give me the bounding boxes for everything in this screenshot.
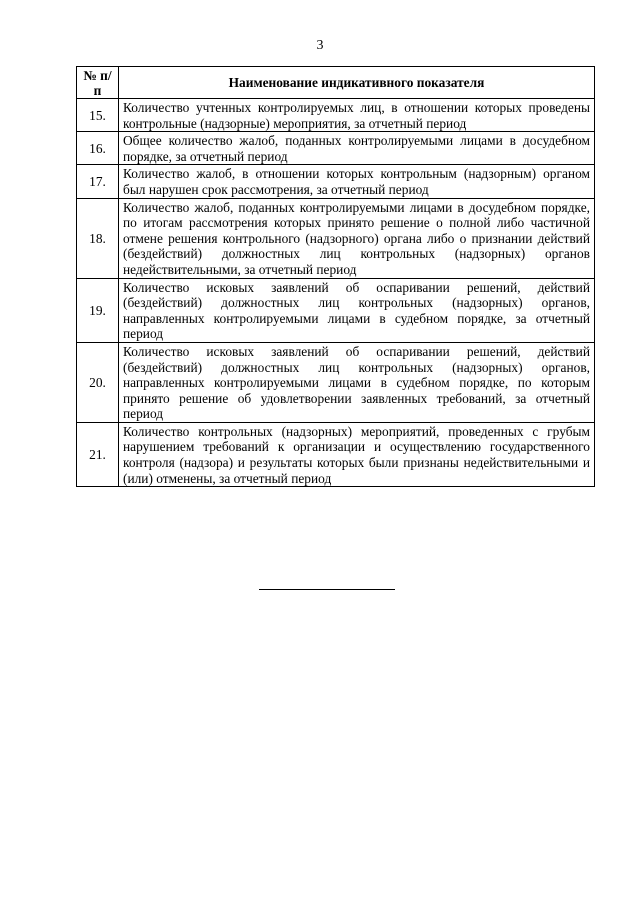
indicators-table [76,66,595,487]
row-indicator-text: Количество исковых заявлений об оспаривании решений, действий (бездействий) должностных лиц контрольных (надзорных) органов, направленных контролируемыми лицами в судебном порядке, по которым принято решение об удовлетворении заявленных требований, за отчетный период [119,342,595,422]
table-row [77,165,595,198]
row-number: 16. [77,132,119,165]
row-number: 18. [77,198,119,278]
row-number: 17. [77,165,119,198]
row-number: 19. [77,278,119,342]
table-row [77,342,595,422]
table-row [77,99,595,132]
row-indicator-text: Количество жалоб, в отношении которых контрольным (надзорным) органом был нарушен срок рассмотрения, за отчетный период [119,165,595,198]
row-indicator-text: Количество учтенных контролируемых лиц, в отношении которых проведены контрольные (надзорные) мероприятия, за отчетный период [119,99,595,132]
header-indicator-name: Наименование индикативного показателя [119,67,595,99]
row-indicator-text: Количество контрольных (надзорных) мероприятий, проведенных с грубым нарушением требований к организации и осуществлению государственного контроля (надзора) и результаты которых были признаны недействительными и (или) отменены, за отчетный период [119,422,595,486]
row-indicator-text: Количество жалоб, поданных контролируемыми лицами в досудебном порядке, по итогам рассмотрения которых принято решение о полной либо частичной отмене решения контрольного (надзорного) органа либо о признании действий (бездействий) должностных лиц контрольных (надзорных) органов недействительными, за отчетный период [119,198,595,278]
header-number: № п/п [77,67,119,99]
table-row [77,132,595,165]
table-header-row [77,67,595,99]
table-row [77,278,595,342]
row-indicator-text: Количество исковых заявлений об оспаривании решений, действий (бездействий) должностных лиц контрольных (надзорных) органов, направленных контролируемыми лицами в судебном порядке, за отчетный период [119,278,595,342]
table-row [77,198,595,278]
page-number: 3 [316,38,324,53]
table-row [77,422,595,486]
end-separator-line [259,589,395,590]
row-number: 20. [77,342,119,422]
row-number: 15. [77,99,119,132]
row-number: 21. [77,422,119,486]
row-indicator-text: Общее количество жалоб, поданных контролируемыми лицами в досудебном порядке, за отчетный период [119,132,595,165]
